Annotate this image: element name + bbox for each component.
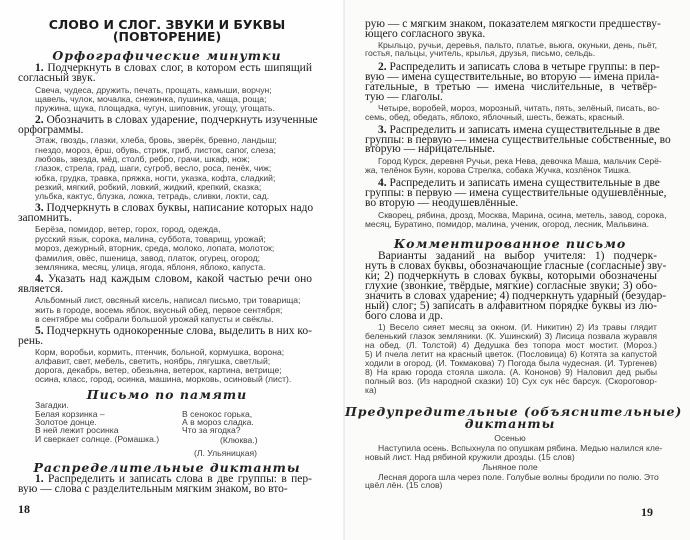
left-words5-line: дорога, декабрь, ветер, обезьяна, ветерок, картина, ветрище; — [35, 364, 282, 375]
left-riddle1-line: В ней лежит росинка — [35, 425, 119, 436]
left-words1-line: щавель, чулок, мочалка, снежинка, пушинка, чаща, роща; — [35, 93, 267, 104]
right-words5-line: ходили в огород. (И. Токмакова) 7) Погода была чудесная. (И. Тургенев) — [365, 357, 657, 368]
left-words4-line: жить в городе, восемь яблок, вкусный обед, первое сентября; — [35, 304, 283, 315]
right-task3-line: 3. Распределить и записать имена существительные в две — [378, 124, 660, 137]
right-words3-line: Город Курск, деревня Ручьи, река Нева, девочка Маша, мальчик Серё- — [378, 155, 662, 166]
left-task1-line: согласный звук. — [18, 71, 96, 84]
right-page — [345, 0, 690, 540]
left-words2-line: любовь, звезда, мёд, столб, ребро, грачи, шкаф, нож; — [35, 153, 250, 164]
right-task5-line: значить в словах ударение; 4) подчеркнуть ударный (безудар- — [365, 290, 667, 302]
right-task5-line: Варианты заданий на выбор учителя: 1) подчерк- — [378, 250, 657, 262]
left-task3-line: запомнить. — [18, 211, 72, 224]
left-zagadki-line: Загадки. — [35, 399, 69, 410]
left-riddle1-line: Золотое донце. — [35, 417, 97, 428]
right-words1-line: Крыльцо, ручьи, деревья, пальто, платье, вьюга, окуньки, день, пьёт, — [378, 39, 657, 50]
right-words2-line: Четыре, воробей, мороз, морозный, читать, пять, зелёный, писать, во- — [378, 102, 660, 113]
right-dict1-text-line: новый лист. Над рябиной кружили дрозды. (15 слов) — [365, 451, 575, 462]
left-page-number-line: 18 — [18, 502, 30, 516]
right-task1-cont-line: рую — с мягким знаком, показателем мягкости предшеству- — [365, 18, 661, 31]
right-task1-cont-line: ющего согласного звука. — [365, 27, 486, 40]
task-number: 4. — [35, 273, 44, 286]
left-title-line: (ПОВТОРЕНИЕ) — [112, 29, 222, 44]
left-riddle2-answer-line: (Клюква.) — [220, 434, 258, 445]
left-task6-line: 1. Распределить и записать слова в две группы: в пер- — [35, 472, 312, 485]
left-words4-line: в сентябре мы собрали большой урожай капусты и свёклы. — [35, 313, 274, 324]
left-head-raspr-line: Распределительные диктанты — [33, 459, 301, 475]
task-number: 2. — [378, 61, 387, 73]
task-number: 5. — [35, 325, 44, 338]
right-words5-line: 8) На краю города стояла школа. (А. Кононов) 9) Наловил дед рыбы — [365, 366, 657, 377]
left-riddle2-line: А в мороз сладка. — [182, 417, 254, 428]
right-page-number-line: 19 — [641, 505, 653, 519]
left-task6-line: вую — слова с разделительным мягким знаком, во вто- — [18, 483, 288, 496]
right-words5-line: беленький глазок земляники. (К. Ушинский) 3) Лисица позвала журавля — [365, 330, 657, 341]
right-task4-line: во вторую — неодушевлённые. — [365, 197, 519, 209]
left-task2-line: 2. Обозначить в словах ударение, подчеркнуть изученные — [35, 114, 318, 126]
left-task5-line: 5. Подчеркнуть однокоренные слова, выделить в них ко- — [35, 325, 312, 338]
right-task3-line: группы: в первую — имена существительные собственные, во — [365, 133, 671, 146]
left-words4-line: Альбомный лист, овсяный кисель, написал письмо, три товарища; — [35, 295, 301, 306]
task-number: 4. — [378, 177, 387, 189]
right-words2-line: семь, обед, обедать, яблоко, яблочный, шесть, бежать, красный. — [365, 111, 625, 122]
left-words3-line: Берёза, помидор, ветер, горох, город, одежда, — [35, 224, 221, 235]
left-words2-line: ульбка, кактус, блузка, ложка, тетрадь, сливки, локти, сад. — [35, 191, 270, 202]
right-task2-line: тую — глаголы. — [365, 91, 443, 103]
right-words5-line: 1) Весело сияет месяц за окном. (И. Никитин) 2) Из травы глядит — [378, 321, 657, 332]
right-words3-line: жа, телёнок Буян, корова Стрелка, собака Жучка, козлёнок Тишка. — [365, 164, 632, 175]
right-task2-line: 2. Распределить и записать слова в четыре группы: в пер- — [378, 61, 660, 73]
right-task5-line: ки; 2) подчеркнуть в словах буквы, которыми обозначены — [365, 270, 657, 282]
right-dict2-text-line: Лесная дорога шла через поле. Голубые волны бродили по полю. Это — [378, 471, 659, 482]
left-words3-line: фамилия, овёс, пшеница, завод, платок, огурец, огород; — [35, 252, 260, 263]
left-words2-line: юбка, грудка, травка, пряжка, ногти, указка, кофта, сладкий; — [35, 172, 276, 183]
left-words3-line: мороз, дежурный, вторник, среда, молоко, лопата, молоток; — [35, 243, 275, 254]
right-words4-line: Скворец, рябина, дрозд, Москва, Марина, осина, метель, завод, сорока, — [378, 209, 667, 220]
left-task4-line: 4. Указать над каждым словом, какой частью речи оно — [35, 273, 312, 286]
right-head-predupr-line: Предупредительные (объяснительные) — [345, 404, 683, 420]
right-task5-line: нуть в словах буквы, обозначающие гласные (согласные) зву- — [365, 260, 667, 272]
left-task2-line: орфограммы. — [18, 124, 84, 136]
left-task4-line: является. — [18, 282, 64, 295]
right-words5-line: 5) И пчела летит на красный цветок. (Пословица) 6) Котята за капустой — [365, 348, 657, 359]
left-riddle1-line: И сверкает солнце. (Ромашка.) — [35, 433, 160, 444]
left-head-pismo-line: Письмо по памяти — [86, 386, 248, 402]
left-words3-line: земляника, месяц, улица, ягода, яблоня, яблоко, капуста. — [35, 261, 266, 272]
left-words1-line: пружина, щука, площадка, чугун, шиповник, угощу, угощать. — [35, 102, 275, 113]
right-task3-line: вторую — нарицательные. — [365, 143, 496, 156]
right-task4-line: группы: в первую — имена существительные одушевлённые, — [365, 187, 667, 199]
right-task5-line: бого слова и др. — [365, 310, 444, 322]
right-words4-line: месяц, Буратино, помидор, малина, ученик, огород, лесник, Мальвина. — [365, 218, 649, 229]
left-words1-line: Свеча, чудеса, дружить, печать, прощать, камыши, ворчун; — [35, 84, 272, 95]
right-task2-line: вую — имена существительные, во вторую — имена прила- — [365, 71, 660, 83]
right-head-predupr-line: диктанты — [464, 415, 556, 431]
right-dict1-text-line: Наступила осень. Вспыхнула по опушкам рябина. Медью налился кле- — [378, 442, 663, 453]
right-dict2-title-line: Льняное поле — [482, 461, 538, 472]
left-task5-line: рень. — [18, 334, 44, 347]
left-title-line: СЛОВО И СЛОГ. ЗВУКИ И БУКВЫ — [48, 17, 286, 32]
right-words5-line: полный воз. (Из народной сказки) 10) Сух сук нёс барсук. (Скороговор- — [365, 375, 657, 386]
left-task3-line: 3. Подчеркнуть в словах буквы, написание которых надо — [35, 202, 314, 215]
right-task4-line: 4. Распределить и записать имена существительные в две — [378, 177, 660, 189]
left-words5-line: осина, класс, город, осинка, машина, морковь, осиновый (лист). — [35, 373, 292, 384]
left-riddle-author-line: (Л. Ульяницкая) — [194, 447, 258, 458]
task-number: 1. — [35, 62, 44, 75]
left-words3-line: русский язык, сорока, малина, суббота, товарищ, урожай; — [35, 233, 266, 244]
right-task2-line: гательные, в третью — имена числительные, в четвёр- — [365, 81, 657, 93]
right-words5-line: на обед. (Л. Толстой) 4) Дедушка без топора мост мостит. (Мороз.) — [365, 339, 657, 350]
right-task5-line: глухие (звонкие, твёрдые, мягкие) согласные звуки; 3) обо- — [365, 280, 657, 292]
right-head-comment-line: Комментированное письмо — [393, 235, 627, 251]
left-words5-line: Корм, воробьи, кормить, птенчик, больной, кормушка, ворона; — [35, 346, 285, 357]
left-words5-line: алфавит, свет, мебель, светить, ноябрь, лягушка, светлый; — [35, 355, 271, 366]
right-words1-line: гостья, пальцы, учитель, крылья, друзья, письмо, сельдь. — [365, 48, 596, 59]
left-words2-line: гнездо, мороз, ёрш, обувь, стриж, гриб, листок, сапог, слеза; — [35, 144, 276, 155]
left-words2-line: резкий, мягкий, робкий, ловкий, жидкий, крепкий, сказка; — [35, 181, 262, 192]
left-words2-line: Этаж, гвоздь, глазки, хлеба, бровь, зверёк, бревно, ландыш; — [35, 135, 277, 146]
left-head-orfo-line: Орфографические минутки — [52, 47, 282, 63]
task-number: 3. — [378, 124, 387, 137]
left-riddle2-line: В сенокос горька, — [182, 408, 253, 419]
left-words2-line: глазок, стрела, град, шаги, сугроб, весло, роса, пенёк, чиж; — [35, 163, 272, 174]
right-dict1-title-line: Осенью — [494, 432, 526, 443]
left-riddle1-line: Белая корзинка – — [35, 408, 105, 419]
left-task1-line: 1. Подчеркнуть в словах слог, в котором есть шипящий — [35, 62, 312, 75]
task-number: 3. — [35, 202, 44, 215]
right-dict2-text-line: цвёл лён. (15 слов) — [365, 480, 443, 491]
task-number: 1. — [35, 472, 44, 485]
right-words5-line: ка) — [365, 384, 377, 395]
left-riddle2-line: Что за ягодка? — [182, 425, 241, 436]
task-number: 2. — [35, 114, 44, 126]
right-task5-line: ный) слог; 5) записать в алфавитном порядке буквы из лю- — [365, 300, 657, 312]
